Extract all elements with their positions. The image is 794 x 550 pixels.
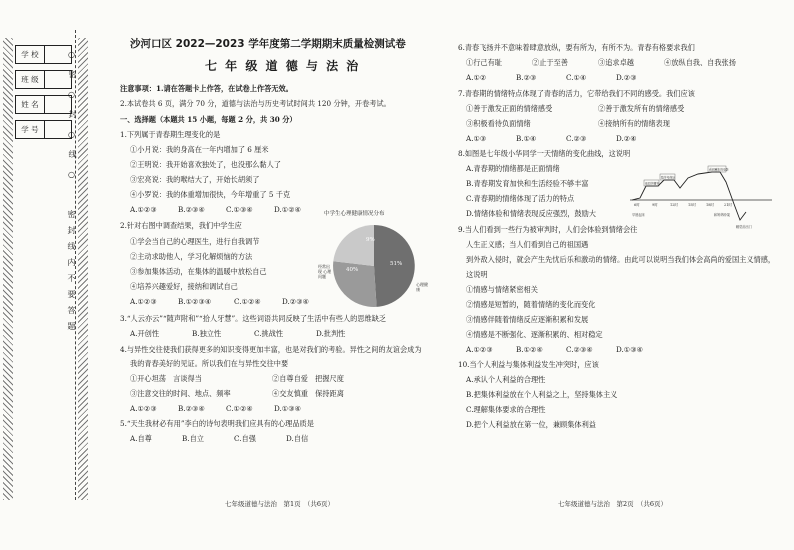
q6-option-b[interactable]: B.②③ xyxy=(516,73,537,82)
q7-line-2: ②善于激发所有的情绪感受 xyxy=(598,104,685,113)
q1-stem: 1.下列属于青春期生理变化的是 xyxy=(120,130,221,139)
q6-option-a[interactable]: A.①② xyxy=(466,73,487,82)
q8-option-a[interactable]: A.青春期的情绪都是正面情绪 xyxy=(466,164,560,173)
q3-option-b[interactable]: B.独立性 xyxy=(192,329,222,338)
q9-line-3: 这说明 xyxy=(466,270,488,279)
q1-option-a[interactable]: A.①②③ xyxy=(130,205,157,214)
q7-option-b[interactable]: B.①④ xyxy=(516,134,537,143)
q10-option-b[interactable]: B.把集体利益放在个人利益之上，坚持集体主义 xyxy=(466,390,618,399)
q9-line-6: ③情感伴随着情绪反应逐渐积累和发展 xyxy=(466,315,589,324)
tick-1: 6时 xyxy=(634,203,640,207)
seal-mark-4: ○ xyxy=(67,170,76,182)
q1-line-3: ③宏亮说：我的喉结大了，开始长胡须了 xyxy=(130,175,260,184)
q6-choice-4: ④放纵自我、自我张扬 xyxy=(664,58,736,67)
q1-line-1: ①小月说：我的身高在一年内增加了 6 厘米 xyxy=(130,145,269,154)
student-id-label: 学 号 xyxy=(16,121,45,138)
binding-strip xyxy=(0,30,92,500)
q8-option-c[interactable]: C.青春期的情绪体现了活力的特点 xyxy=(466,194,575,203)
seal-char-xian: 线 xyxy=(68,150,77,161)
q2-line-4: ④培养兴趣爱好，接纳和调试自己 xyxy=(130,282,238,291)
student-id-field[interactable] xyxy=(15,120,72,139)
q2-stem: 2.针对右图中调查结果，我们中学生应 xyxy=(120,221,242,230)
q7-stem: 7.青春期的情绪特点体现了青春的活力，它带给我们不同的感受。我们应该 xyxy=(458,89,695,98)
q4-choice-3: ③注意交往的时间、地点、频率 xyxy=(130,389,231,398)
tick-4: 15时 xyxy=(688,203,696,207)
school-field[interactable] xyxy=(15,45,72,64)
q6-option-d[interactable]: D.②③ xyxy=(616,73,637,82)
q9-line-4: ①情感与情绪紧密相关 xyxy=(466,285,538,294)
curve-note-6: 睡觉前出门 xyxy=(736,225,752,229)
seal-mark-3: ○ xyxy=(67,130,76,142)
q5-option-d[interactable]: D.自信 xyxy=(286,434,309,443)
q4-choice-2: ②自尊自爱 把握尺度 xyxy=(272,374,344,383)
q2-option-a[interactable]: A.①②③ xyxy=(130,297,157,306)
q4-option-a[interactable]: A.①②③ xyxy=(130,404,157,413)
exam-title: 沙河口区 2022—2023 学年度第二学期期末质量检测试卷 xyxy=(130,38,406,50)
pie-slice-9 xyxy=(333,225,374,266)
q9-option-b[interactable]: B.①②④ xyxy=(516,345,543,354)
q7-line-3: ③积极看待负面情绪 xyxy=(466,119,531,128)
q6-choice-3: ③追求卓越 xyxy=(598,58,634,67)
q2-line-2: ②主动求助他人，学习化解烦恼的方法 xyxy=(130,252,253,261)
tick-3: 12时 xyxy=(670,203,678,207)
q4-option-d[interactable]: D.①③④ xyxy=(274,404,302,413)
q1-option-d[interactable]: D.①②④ xyxy=(274,205,302,214)
q9-stem: 9.当人们看到一些行为被审判时，人们会体验到情绪会往 xyxy=(458,225,638,234)
curve-note-3: 数学考得好 xyxy=(661,175,675,180)
q3-option-d[interactable]: D.批判性 xyxy=(316,329,346,338)
name-field[interactable] xyxy=(15,95,72,114)
q3-stem: 3.“人云亦云”“随声附和”“拾人牙慧”。这些词语共同反映了生活中有些人的思维缺乏 xyxy=(120,314,387,323)
q4-stem: 4.与异性交往使我们获得更多的知识变得更加丰富，也是对我们的考验。异性之间的友谊会成为 xyxy=(120,345,422,354)
q7-line-1: ①善于激发正面的情绪感受 xyxy=(466,104,553,113)
name-label: 姓 名 xyxy=(16,96,45,113)
emotion-curve-figure xyxy=(628,160,774,232)
q2-line-3: ③参加集体活动，在集体的温暖中放松自己 xyxy=(130,267,267,276)
q5-option-a[interactable]: A.自尊 xyxy=(130,434,152,443)
q5-stem: 5.“天生我材必有用”李白的诗句表明我们应具有的心理品质是 xyxy=(120,419,314,428)
q6-choice-1: ①行己有耻 xyxy=(466,58,502,67)
q4-option-b[interactable]: B.②③④ xyxy=(178,404,205,413)
section-heading: 一、选择题（本题共 15 小题，每题 2 分，共 30 分） xyxy=(120,115,297,124)
q10-option-d[interactable]: D.把个人利益放在第一位，兼顾集体利益 xyxy=(466,420,596,429)
q5-option-c[interactable]: C.自强 xyxy=(234,434,256,443)
seal-mark-2: ○ xyxy=(67,90,76,102)
q4-option-c[interactable]: C.①②④ xyxy=(226,404,253,413)
hatch-right xyxy=(78,38,88,500)
pie-label-40: 40% xyxy=(346,267,359,273)
seal-char-mi: 密 xyxy=(68,70,77,81)
q4-stem-2: 我的青春美好的见证。所以我们在与异性交往中要 xyxy=(130,359,289,368)
q1-line-4: ④小罗说：我的体重增加很快，今年增重了 5 千克 xyxy=(130,190,291,199)
pie-chart xyxy=(318,220,430,314)
q7-line-4: ④接纳所有的情绪表现 xyxy=(598,119,670,128)
hatch-left xyxy=(3,38,13,500)
q9-line-1: 人生正义感；当人们看到自己的祖国遇 xyxy=(466,240,589,249)
pie-legend-right: 心理健康 xyxy=(416,282,428,292)
left-footer: 七年级道德与法治 第1页 （共6页） xyxy=(225,500,335,508)
q7-option-c[interactable]: C.②③ xyxy=(566,134,587,143)
curve-note-5: 和妈妈吵架 xyxy=(714,213,730,217)
q6-stem: 6.青春飞扬并不意味着肆意放纵，要有所为，有所不为。青春有格要求我们 xyxy=(458,43,695,52)
q10-option-c[interactable]: C.理解集体要求的合理性 xyxy=(466,405,546,414)
school-label: 学 校 xyxy=(16,46,45,63)
q4-choice-1: ①开心坦荡 言谈得当 xyxy=(130,374,202,383)
q8-option-d[interactable]: D.情绪体验和情绪表现反应强烈，鼓励大 xyxy=(466,209,596,218)
note-1: 注意事项：1.请在答题卡上作答，在试卷上作答无效。 xyxy=(120,84,293,93)
q8-stem: 8.如图是七年级小华同学一天情绪的变化曲线，这说明 xyxy=(458,149,631,158)
note-2: 2.本试卷共 6 页，满分 70 分，道德与法治与历史考试时间共 120 分钟，开卷考试。 xyxy=(120,99,391,108)
class-field[interactable] xyxy=(15,70,72,89)
right-footer: 七年级道德与法治 第2页 （共6页） xyxy=(558,500,668,508)
q4-choice-4: ④交友慎重 保持距离 xyxy=(272,389,344,398)
q9-option-c[interactable]: C.②③④ xyxy=(566,345,593,354)
q9-line-5: ②情感是短暂的，随着情绪的变化而变化 xyxy=(466,300,596,309)
q9-option-d[interactable]: D.①③④ xyxy=(616,345,644,354)
pie-label-51: 51% xyxy=(390,261,403,267)
tick-2: 9时 xyxy=(652,203,658,207)
q2-option-d[interactable]: D.②③④ xyxy=(282,297,310,306)
q10-stem: 10.当个人利益与集体利益发生冲突时，应该 xyxy=(458,360,599,369)
pie-legend-left: 经常出现 心理问题 xyxy=(318,264,332,279)
curve-note-1: 早晨起床 xyxy=(632,213,645,217)
class-label: 班 级 xyxy=(16,71,45,88)
curve-note-2: 被同学嘲笑 xyxy=(645,181,659,186)
pie-label-9: 9% xyxy=(366,237,375,243)
q1-option-b[interactable]: B.②③④ xyxy=(178,205,205,214)
q3-option-a[interactable]: A.开创性 xyxy=(130,329,160,338)
pie-figure xyxy=(318,210,430,314)
seal-char-feng: 封 xyxy=(68,110,77,121)
seal-mark-1: ○ xyxy=(67,50,76,62)
tick-5: 18时 xyxy=(706,203,714,207)
q10-option-a[interactable]: A.承认个人利益的合理性 xyxy=(466,375,546,384)
q1-line-2: ②王明说：我开始喜欢独处了，也没那么黏人了 xyxy=(130,160,281,169)
q7-option-a[interactable]: A.①③ xyxy=(466,134,487,143)
q6-choice-2: ②止于至善 xyxy=(532,58,568,67)
q9-option-a[interactable]: A.①②③ xyxy=(466,345,493,354)
q5-option-b[interactable]: B.自立 xyxy=(182,434,204,443)
seal-instruction: 密封线内不要答题 xyxy=(67,210,76,338)
q3-option-c[interactable]: C.挑战性 xyxy=(254,329,284,338)
q1-option-c[interactable]: C.①③④ xyxy=(226,205,253,214)
curve-note-4: 看到精彩的电影 xyxy=(709,167,729,172)
tick-6: 21时 xyxy=(724,203,732,207)
pie-title: 中学生心理健康情况分布 xyxy=(324,211,385,217)
q2-option-b[interactable]: B.①②③④ xyxy=(178,297,212,306)
q6-option-c[interactable]: C.①④ xyxy=(566,73,587,82)
q9-line-7: ④情感是不断强化、逐渐积累的、相对稳定 xyxy=(466,330,603,339)
q9-line-2: 到外敌入侵时，就会产生先忧后乐和激动的情绪。由此可以说明当我们体会高尚的爱国主义情感， xyxy=(466,255,776,264)
q7-option-d[interactable]: D.②④ xyxy=(616,134,637,143)
q2-option-c[interactable]: C.①②④ xyxy=(234,297,261,306)
subject-title: 七 年 级 道 德 与 法 治 xyxy=(205,59,361,73)
q8-option-b[interactable]: B.青春期发育加快和生活经验不够丰富 xyxy=(466,179,589,188)
q2-line-1: ①学会当自己的心理医生，进行自我调节 xyxy=(130,237,260,246)
